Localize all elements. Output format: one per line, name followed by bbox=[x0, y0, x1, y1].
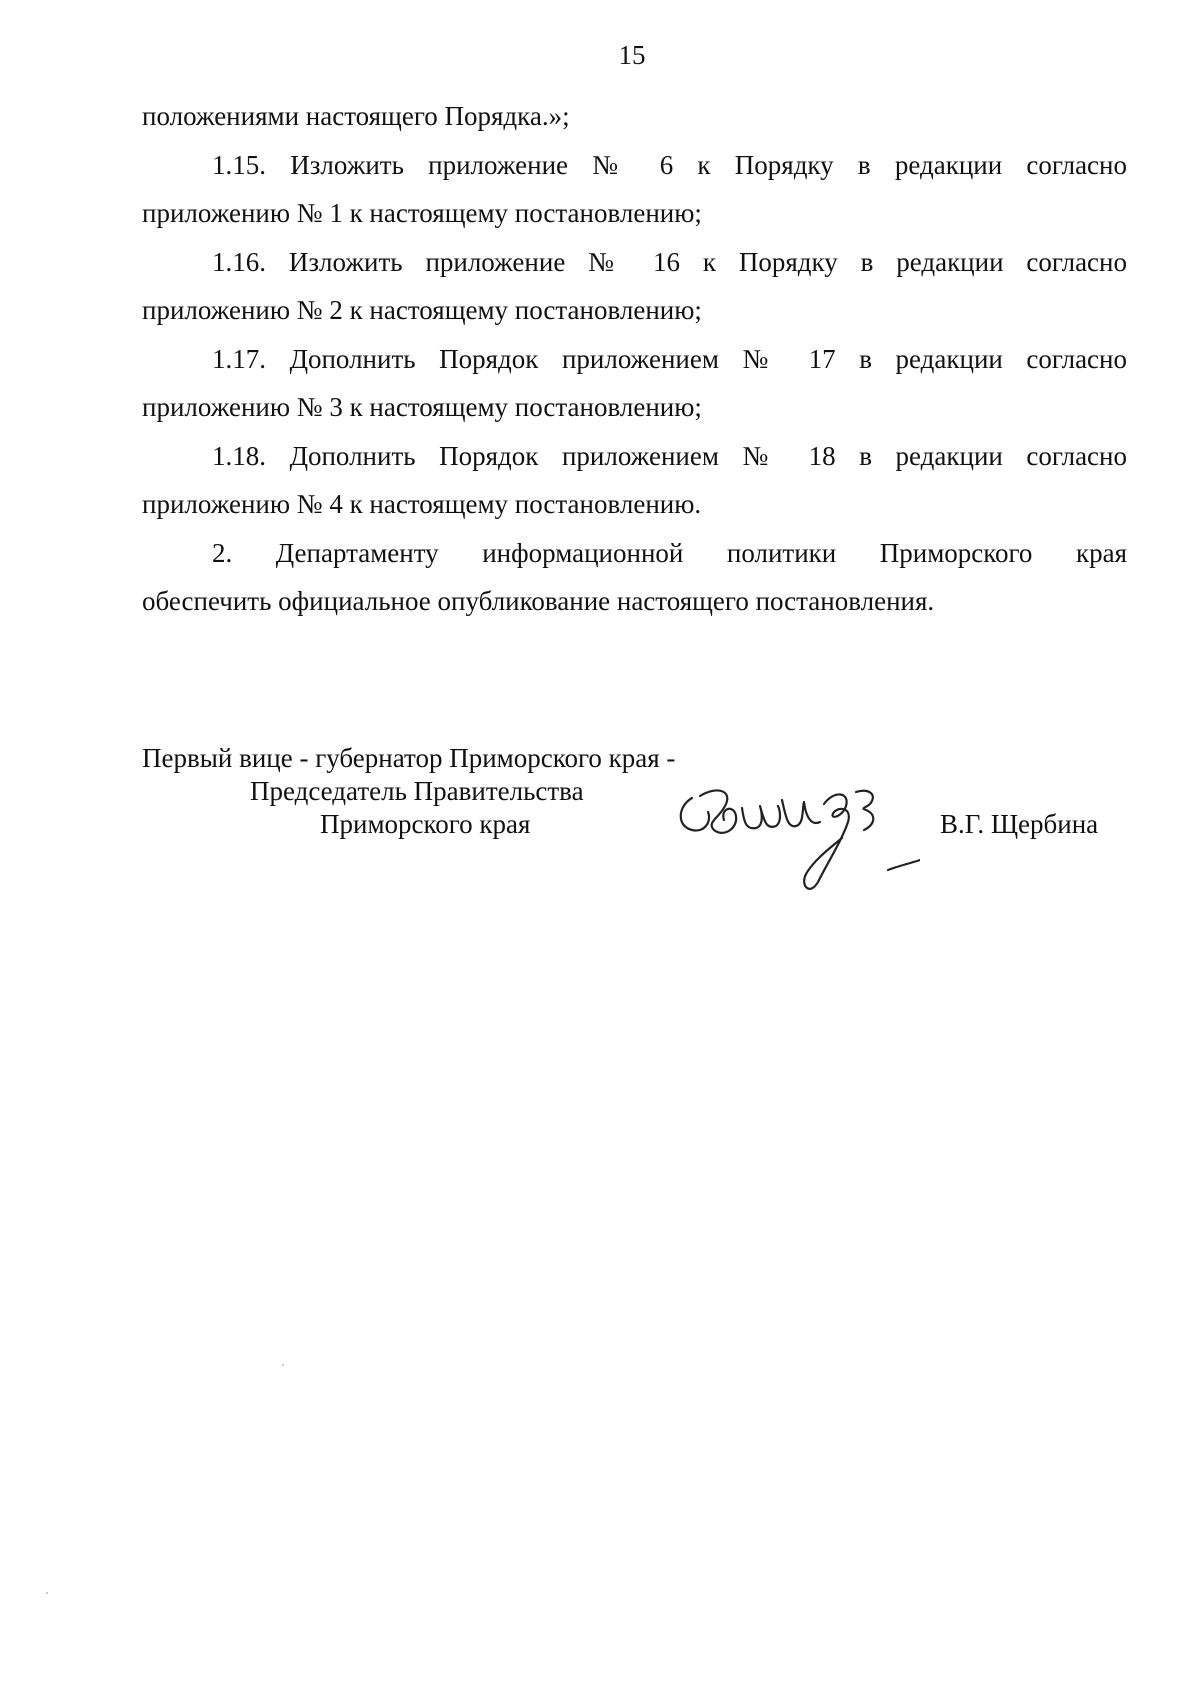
item-1-17-line: 1.17. Дополнить Порядок приложением № 17 в редакции согласно bbox=[212, 343, 1127, 374]
signature-position-line2: Председатель Правительства bbox=[250, 776, 584, 806]
text-line: приложению № 1 к настоящему постановлению; bbox=[142, 198, 702, 228]
text-line: обеспечить официальное опубликование настоящего постановления. bbox=[142, 586, 935, 616]
document-body bbox=[142, 92, 1127, 626]
text-line: приложению № 4 к настоящему постановлению. bbox=[142, 489, 702, 519]
item-1-18-line: 1.18. Дополнить Порядок приложением № 18 в редакции согласно bbox=[212, 440, 1127, 471]
scan-speck bbox=[282, 1364, 284, 1366]
text-line: положениями настоящего Порядка.»; bbox=[142, 101, 570, 131]
text-line: приложению № 3 к настоящему постановлению; bbox=[142, 392, 702, 422]
item-1-16-line: 1.16. Изложить приложение № 16 к Порядку в редакции согласно bbox=[212, 246, 1127, 277]
handwritten-signature bbox=[670, 778, 920, 908]
signatory-name: В.Г. Щербина bbox=[940, 809, 1099, 839]
page-number: 15 bbox=[618, 40, 646, 70]
signature-position-line1: Первый вице - губернатор Приморского края - bbox=[142, 743, 676, 773]
scan-speck bbox=[46, 1592, 48, 1594]
signature-position-line3: Приморского края bbox=[320, 809, 531, 839]
item-1-15-line: 1.15. Изложить приложение № 6 к Порядку в редакции согласно bbox=[212, 149, 1127, 180]
item-2-line: 2. Департаменту информационной политики Приморского края bbox=[212, 537, 1127, 568]
text-line: приложению № 2 к настоящему постановлению; bbox=[142, 295, 702, 325]
